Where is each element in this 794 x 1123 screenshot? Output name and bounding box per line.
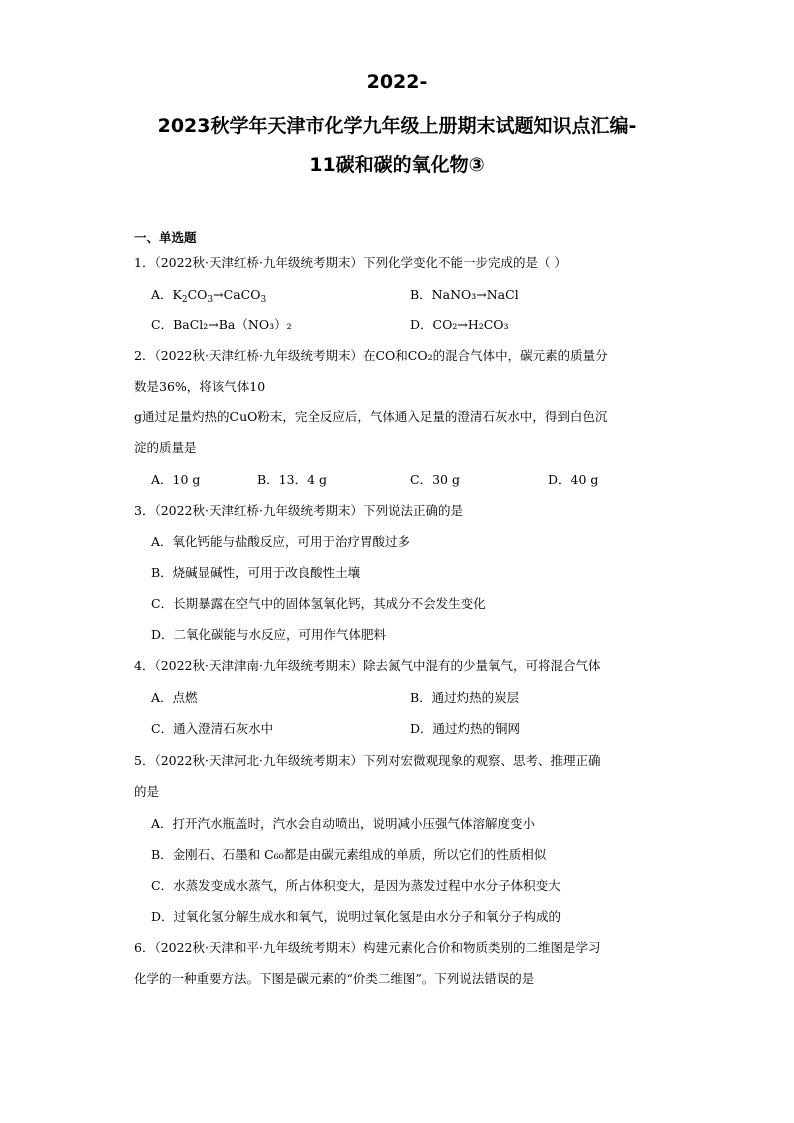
question-3-option-b: B．烧碱显碱性，可用于改良酸性土壤: [151, 565, 361, 580]
question-5-line-1: 5．（2022秋·天津河北·九年级统考期末）下列对宏微观现象的观察、思考、推理正确: [134, 753, 601, 768]
question-5-line-2: 的是: [134, 784, 160, 799]
question-2-line-3: g通过足量灼热的CuO粉末，完全反应后，气体通入足量的澄清石灰水中，得到白色沉: [134, 409, 608, 424]
question-5-option-b: B．金刚石、石墨和 C₆₀都是由碳元素组成的单质，所以它们的性质相似: [151, 847, 547, 862]
question-2-option-b: B．13．4 g: [257, 472, 328, 487]
title-line-2: 2023秋学年天津市化学九年级上册期末试题知识点汇编-: [157, 115, 637, 137]
question-5-option-c: C．水蒸发变成水蒸气，所占体积变大，是因为蒸发过程中水分子体积变大: [151, 878, 561, 893]
title-line-1: 2022-: [366, 71, 428, 93]
question-1-option-c: C．BaCl₂→Ba（NO₃）₂: [151, 317, 292, 332]
question-2-line-2: 数是36%，将该气体10: [134, 379, 266, 394]
question-1-option-b: B．NaNO₃→NaCl: [410, 287, 519, 302]
question-4-option-d: D．通过灼热的铜网: [410, 721, 521, 736]
question-2-line-4: 淀的质量是: [134, 440, 197, 455]
question-1-option-d: D．CO₂→H₂CO₃: [410, 317, 509, 332]
question-2-line-1: 2．（2022秋·天津红桥·九年级统考期末）在CO和CO₂的混合气体中，碳元素的质量分: [134, 348, 608, 363]
question-5-option-a: A．打开汽水瓶盖时，汽水会自动喷出，说明减小压强气体溶解度变小: [151, 816, 536, 831]
question-3-option-c: C．长期暴露在空气中的固体氢氧化钙，其成分不会发生变化: [151, 596, 486, 611]
question-3-option-d: D．二氧化碳能与水反应，可用作气体肥料: [151, 627, 387, 642]
question-4-option-c: C．通入澄清石灰水中: [151, 721, 274, 736]
question-2-option-a: A．10 g: [151, 472, 201, 487]
title-line-3: 11碳和碳的氧化物③: [309, 154, 485, 176]
question-3-option-a: A．氧化钙能与盐酸反应，可用于治疗胃酸过多: [151, 534, 411, 549]
question-5-option-d: D．过氧化氢分解生成水和氧气，说明过氧化氢是由水分子和氧分子构成的: [151, 909, 562, 924]
question-2-option-d: D．40 g: [548, 472, 599, 487]
question-1-option-a: A．$K_2CO_3\to CaCO_3$: [151, 287, 267, 305]
question-4-option-b: B．通过灼热的炭层: [410, 690, 520, 705]
question-6-line-1: 6．（2022秋·天津和平·九年级统考期末）构建元素化合价和物质类别的二维图是学习: [134, 940, 601, 955]
question-4-option-a: A．点燃: [151, 690, 198, 705]
question-6-line-2: 化学的一种重要方法。下图是碳元素的“价类二维图”。下列说法错误的是: [134, 971, 535, 986]
question-2-option-c: C．30 g: [410, 472, 460, 487]
question-1-stem: 1．（2022秋·天津红桥·九年级统考期末）下列化学变化不能一步完成的是（ ）: [134, 255, 567, 270]
question-3-stem: 3．（2022秋·天津红桥·九年级统考期末）下列说法正确的是: [134, 503, 463, 518]
question-4-stem: 4．（2022秋·天津津南·九年级统考期末）除去氮气中混有的少量氧气，可将混合气体: [134, 658, 601, 673]
section-heading: 一、单选题: [134, 230, 197, 245]
